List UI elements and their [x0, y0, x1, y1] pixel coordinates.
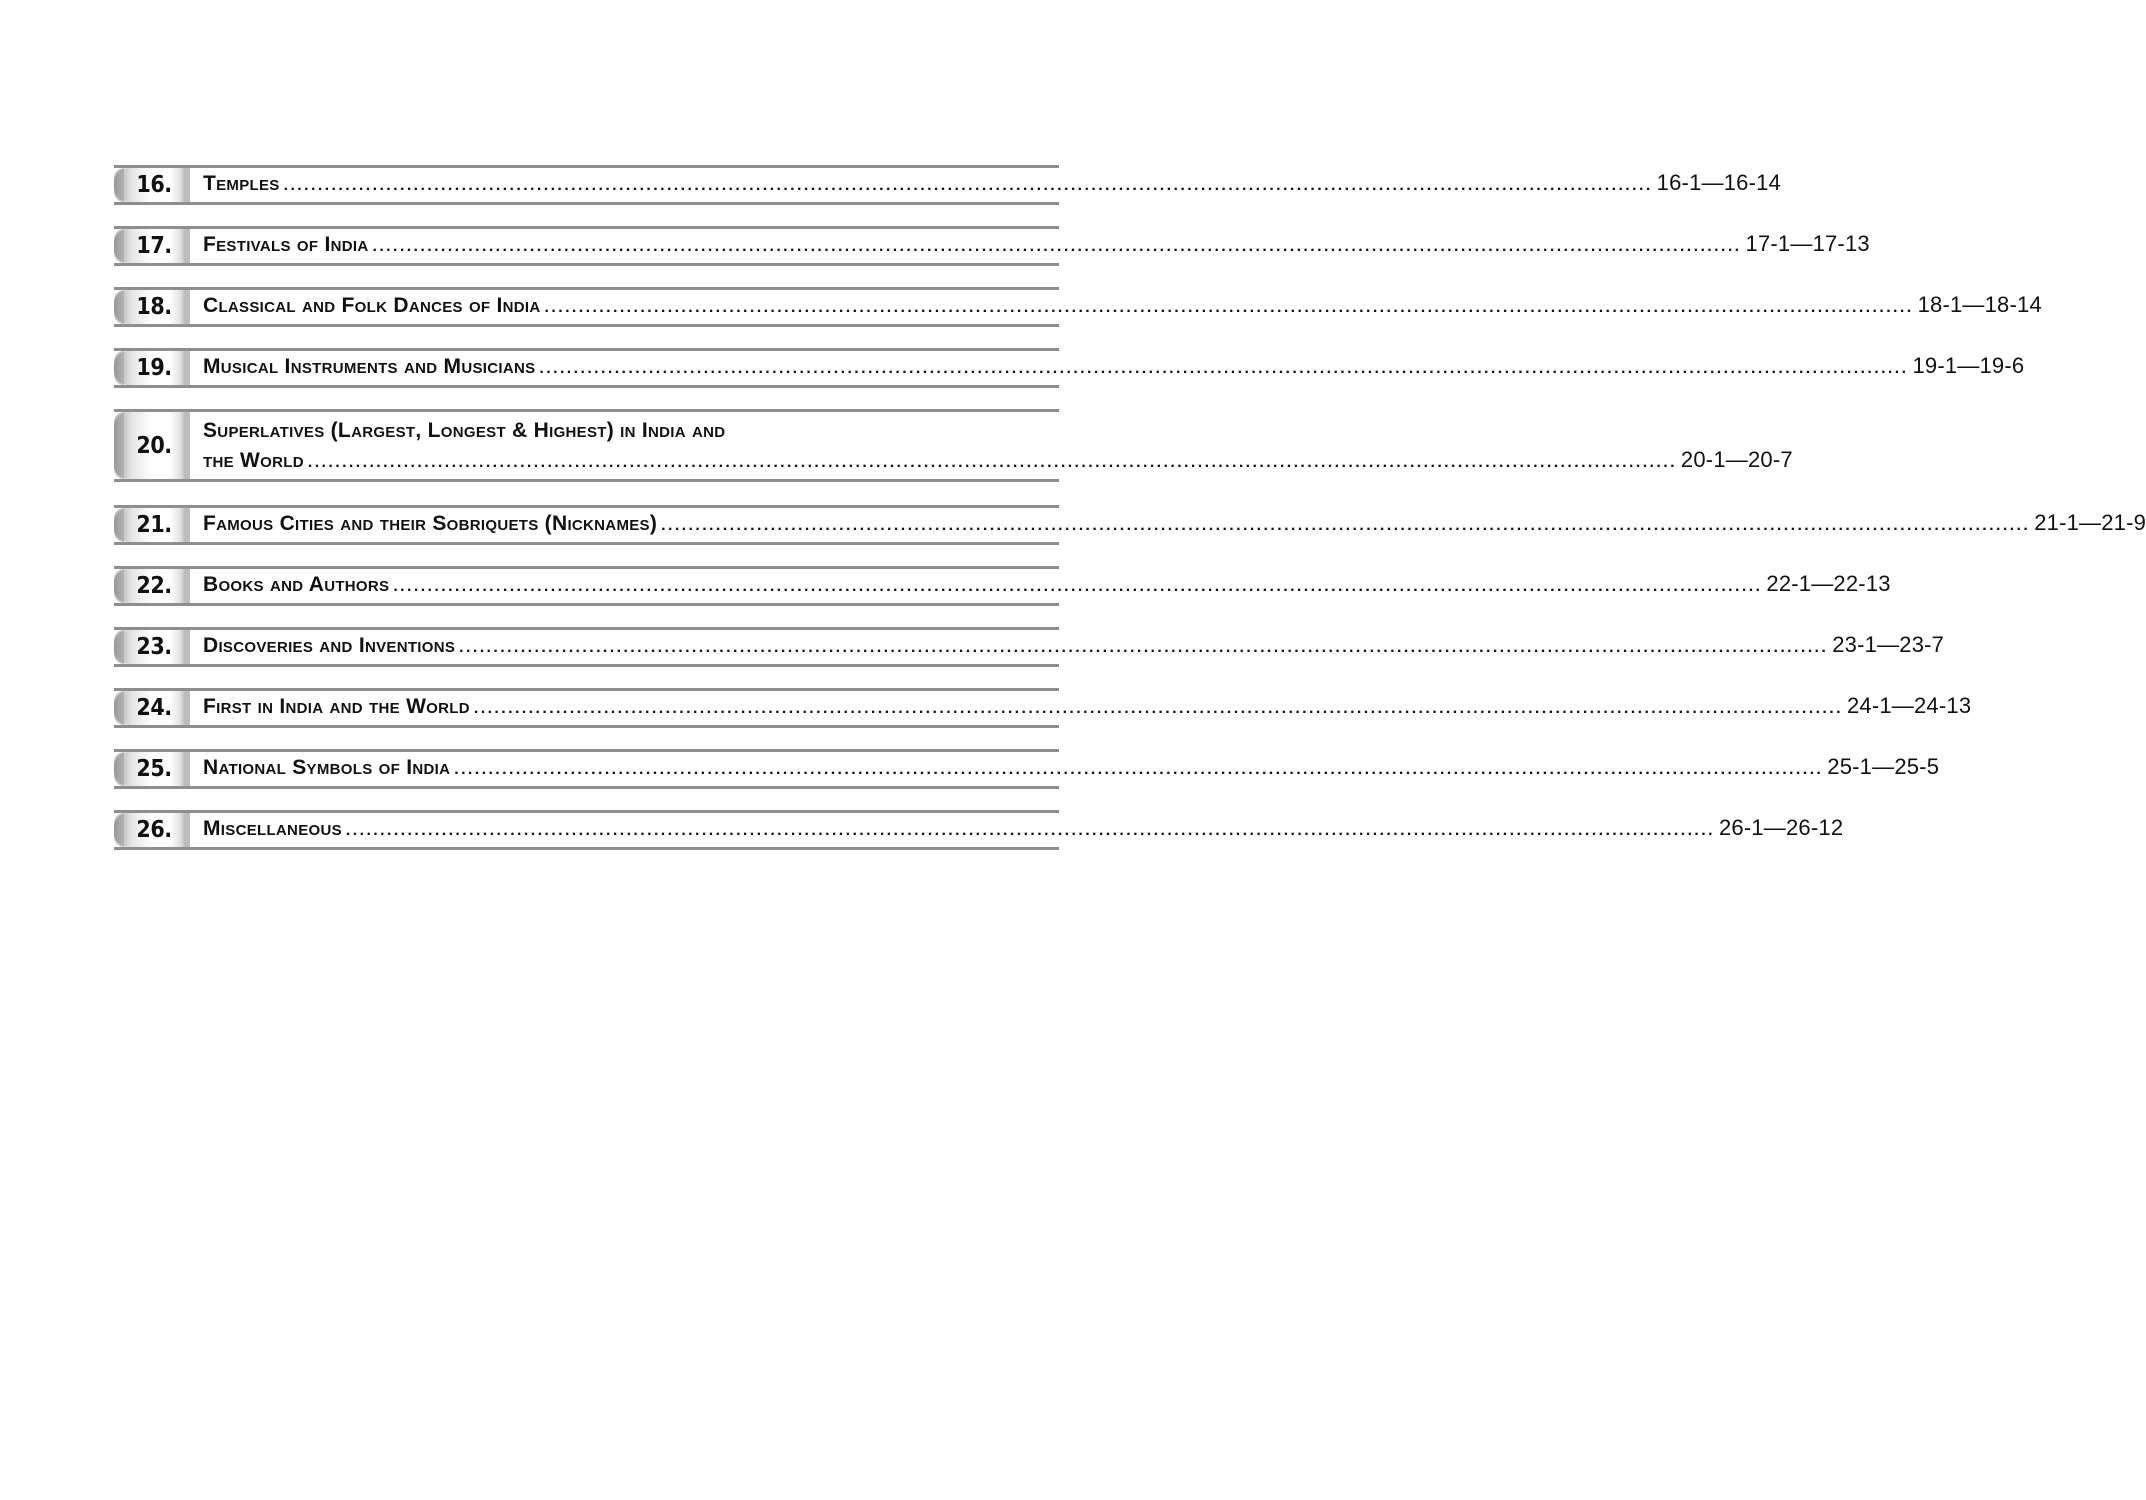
chapter-number: 20.	[136, 432, 172, 459]
toc-entry-23[interactable]	[114, 627, 1945, 667]
chapter-number: 24.	[136, 695, 172, 721]
page-range: 24-1—24-13	[1846, 693, 1972, 718]
dot-leader: ........................................................................................................................................................................................................	[473, 700, 1843, 717]
dot-leader: ........................................................................................................................................................................................................	[544, 299, 1914, 316]
toc-entry-19[interactable]	[114, 348, 2025, 388]
page-range: 25-1—25-5	[1827, 754, 1940, 779]
toc-entry-21[interactable]	[114, 505, 2146, 545]
page-range: 17-1—17-13	[1745, 231, 1870, 256]
chapter-title: Books and Authors	[203, 573, 390, 596]
chapter-number: 21.	[136, 512, 172, 538]
toc-entry-17[interactable]	[114, 226, 1870, 266]
dot-leader: ........................................................................................................................................................................................................	[372, 238, 1742, 255]
dot-leader: ........................................................................................................................................................................................................	[454, 761, 1824, 778]
chapter-number: 18.	[136, 294, 172, 320]
chapter-number: 22.	[136, 573, 172, 599]
page-range: 16-1—16-14	[1656, 170, 1781, 195]
chapter-number: 16.	[136, 172, 172, 198]
toc-entry-22[interactable]	[114, 566, 1891, 606]
page-range: 18-1—18-14	[1917, 292, 2042, 317]
chapter-number: 25.	[136, 756, 172, 782]
toc-entry-18[interactable]	[114, 287, 2042, 327]
chapter-title: Festivals of India	[203, 233, 369, 256]
page-range: 21-1—21-9	[2034, 510, 2146, 535]
dot-leader: ........................................................................................................................................................................................................	[393, 578, 1763, 595]
page-range: 23-1—23-7	[1832, 632, 1945, 657]
chapter-title: Discoveries and Inventions	[203, 634, 456, 657]
toc-entry-16[interactable]	[114, 165, 1781, 205]
chapter-title: National Symbols of India	[203, 756, 451, 779]
page-range: 26-1—26-12	[1718, 815, 1844, 840]
chapter-title-line-1: Superlatives (Largest, Longest & Highest) in India and	[203, 419, 726, 442]
dot-leader: ........................................................................................................................................................................................................	[307, 454, 1677, 471]
dot-leader: ........................................................................................................................................................................................................	[459, 639, 1829, 656]
toc-entry-25[interactable]	[114, 749, 1940, 789]
chapter-number: 19.	[136, 355, 172, 381]
chapter-title: Classical and Folk Dances of India	[203, 294, 541, 317]
toc-entry-26[interactable]	[114, 810, 1844, 850]
chapter-title: Musical Instruments and Musicians	[203, 355, 536, 378]
chapter-title-line-2: the World	[203, 449, 304, 472]
page-range: 19-1—19-6	[1912, 353, 2025, 378]
page-range: 20-1—20-7	[1680, 447, 1793, 472]
chapter-title: Temples	[203, 172, 280, 195]
chapter-title: Famous Cities and their Sobriquets (Nicknames)	[203, 512, 658, 535]
chapter-number: 17.	[136, 233, 172, 259]
chapter-number: 26.	[136, 817, 172, 843]
dot-leader: ........................................................................................................................................................................................................	[283, 177, 1653, 194]
toc-entry-20[interactable]	[114, 409, 1793, 482]
dot-leader: ........................................................................................................................................................................................................	[345, 822, 1715, 839]
chapter-title: First in India and the World	[203, 695, 470, 718]
chapter-title: Miscellaneous	[203, 817, 342, 840]
table-of-contents	[114, 165, 2146, 871]
toc-entry-24[interactable]	[114, 688, 1972, 728]
page-range: 22-1—22-13	[1766, 571, 1891, 596]
dot-leader: ........................................................................................................................................................................................................	[539, 360, 1909, 377]
chapter-number: 23.	[136, 634, 172, 660]
dot-leader: ........................................................................................................................................................................................................	[661, 517, 2031, 534]
